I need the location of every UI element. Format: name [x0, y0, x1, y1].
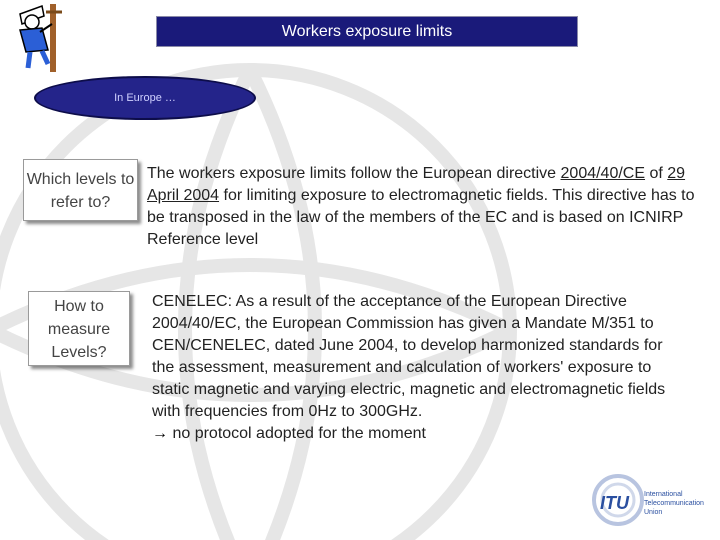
- itu-logo-mark: ITU: [600, 493, 629, 513]
- question-how-to-measure: How to measure Levels?: [28, 291, 130, 366]
- directive-link[interactable]: 2004/40/CE: [560, 165, 646, 182]
- itu-logo-line1: International: [644, 491, 683, 498]
- answer1-suffix: for limiting exposure to electromagnetic fields. This directive has to be transposed in the law of the members of the EC and is based on ICNIRP Reference level: [147, 187, 695, 248]
- answer1-prefix: The workers exposure limits follow the European directive: [147, 165, 561, 182]
- arrow-icon: →: [152, 425, 168, 442]
- directive-date-link[interactable]: 29 April 2004: [147, 165, 686, 204]
- answer2-conclusion: no protocol adopted for the moment: [168, 425, 426, 442]
- itu-logo-line2: Telecommunication: [644, 500, 704, 507]
- itu-logo: [592, 468, 717, 528]
- question-which-levels: Which levels to refer to?: [23, 159, 138, 221]
- answer2-body: CENELEC: As a result of the acceptance of the European Directive 2004/40/EC, the European Commission has given a Mandate M/351 to CEN/CENELEC, dated June 2004, to develop harmonized standards for the assessment, measurement and calculation of workers' exposure to static magnetic and varying electric, magnetic and electromagnetic fields with frequencies from 0Hz to 300GHz.: [152, 293, 666, 420]
- worker-on-pole-icon: [6, 2, 66, 74]
- answer-how-to-measure: [152, 291, 672, 445]
- answer-which-levels: [147, 163, 702, 251]
- answer1-mid: of: [645, 165, 668, 182]
- context-label: In Europe …: [34, 76, 256, 120]
- itu-logo-line3: Union: [644, 509, 663, 516]
- slide-title: Workers exposure limits: [156, 16, 578, 47]
